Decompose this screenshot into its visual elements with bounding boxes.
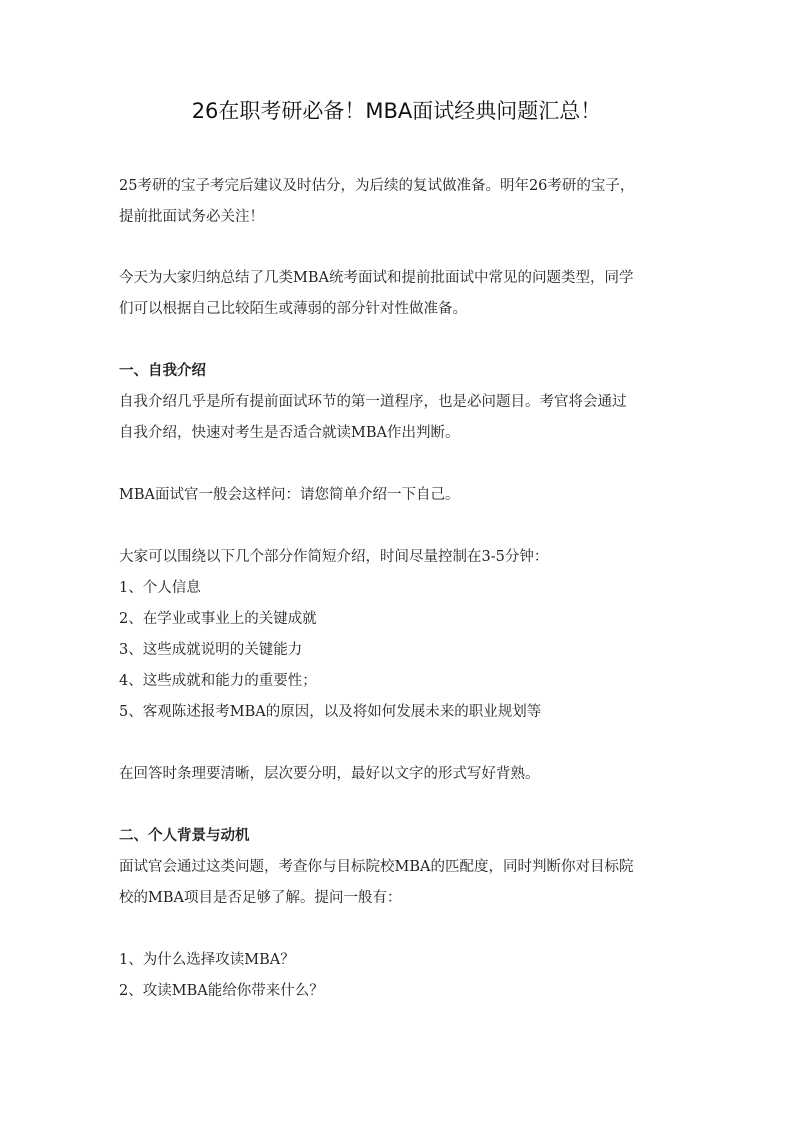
section-2-paragraph-line-2: 校的MBA项目是否足够了解。提问一般有： xyxy=(119,890,402,906)
section-2-heading: 二、个人背景与动机 xyxy=(119,828,250,844)
section-1-heading: 一、自我介绍 xyxy=(119,363,206,379)
section-1-paragraph-line-1: 自我介绍几乎是所有提前面试环节的第一道程序，也是必问题目。考官将会通过 xyxy=(119,394,627,410)
section-1-lead: 大家可以围绕以下几个部分作简短介绍，时间尽量控制在3-5分钟： xyxy=(119,549,549,565)
list-item: 1、个人信息 xyxy=(119,580,201,596)
list-item: 3、这些成就说明的关键能力 xyxy=(119,642,303,658)
list-item: 5、客观陈述报考MBA的原因，以及将如何发展未来的职业规划等 xyxy=(119,704,542,720)
intro-line-1: 25考研的宝子考完后建议及时估分，为后续的复试做准备。明年26考研的宝子， xyxy=(119,178,635,194)
list-item: 1、为什么选择攻读MBA？ xyxy=(119,952,295,968)
list-item: 2、攻读MBA能给你带来什么？ xyxy=(119,983,324,999)
overview-line-1: 今天为大家归纳总结了几类MBA统考面试和提前批面试中常见的问题类型，同学 xyxy=(119,270,634,286)
list-item: 2、在学业或事业上的关键成就 xyxy=(119,611,317,627)
overview-line-2: 们可以根据自己比较陌生或薄弱的部分针对性做准备。 xyxy=(119,301,467,317)
list-item: 4、这些成就和能力的重要性； xyxy=(119,673,317,689)
section-1-question: MBA面试官一般会这样问：请您简单介绍一下自己。 xyxy=(119,487,460,503)
document-title: 26在职考研必备！MBA面试经典问题汇总！ xyxy=(191,99,602,123)
section-1-paragraph-line-2: 自我介绍，快速对考生是否适合就读MBA作出判断。 xyxy=(119,425,460,441)
section-1-tip: 在回答时条理要清晰，层次要分明，最好以文字的形式写好背熟。 xyxy=(119,766,540,782)
section-2-paragraph-line-1: 面试官会通过这类问题，考查你与目标院校MBA的匹配度，同时判断你对目标院 xyxy=(119,859,634,875)
intro-line-2: 提前批面试务必关注！ xyxy=(119,209,264,225)
